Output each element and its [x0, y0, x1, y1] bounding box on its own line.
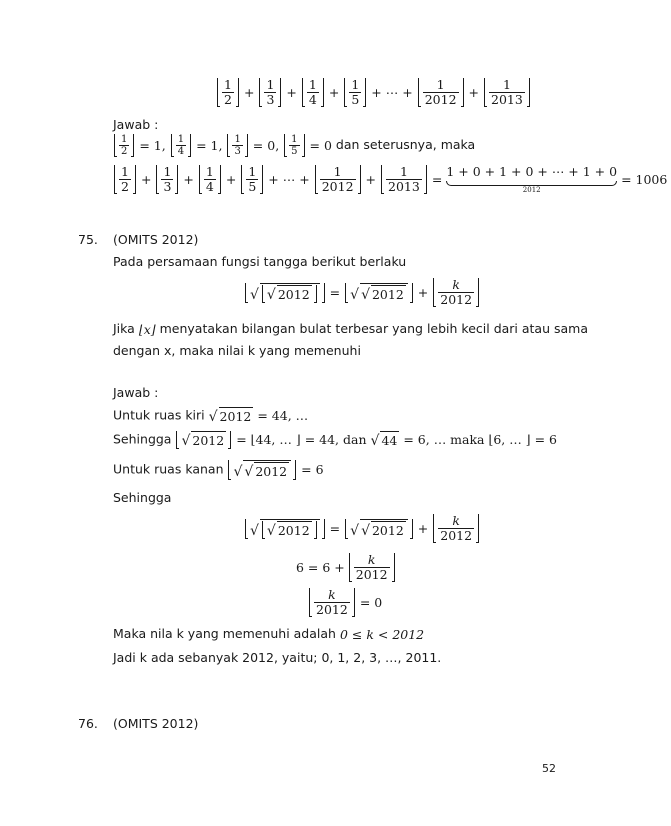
problem75-maka: Maka nila k yang memenuhi adalah 0 ≤ k < 2012 — [113, 626, 425, 642]
underbrace: 1 + 0 + 1 + 0 + ⋯ + 1 + 0 2012 — [446, 164, 618, 194]
problem74-expression: 1 2 + 1 3 + 1 4 + 1 5 + ⋯ + 1 2012 + 1 2013 — [216, 78, 531, 107]
problem75-equation: √ √ 2012 = √ √ 2012 + k 2012 — [244, 278, 480, 307]
problem74-floor-values: 1 2 = 1, 1 4 = 1, 1 3 = 0, 1 5 = 0 dan seterusnya, maka — [113, 134, 475, 157]
problem75-jawab: Jawab : — [113, 385, 159, 400]
problem75-jadi: Jadi k ada sebanyak 2012, yaitu; 0, 1, 2, 3, …, 2011. — [113, 650, 442, 665]
problem74-sum: 1 2 + 1 3 + 1 4 + 1 5 + ⋯ + 1 2012 + 1 2013 = 1 + 0 + 1 + 0 + ⋯ + 1 + 0 2012 = 1006 — [113, 164, 671, 195]
problem75-equation-3: 6 = 6 + k 2012 — [296, 553, 396, 582]
problem76-number: 76. — [78, 716, 98, 731]
problem76-source: (OMITS 2012) — [113, 716, 199, 731]
problem75-equation-2: √ √ 2012 = √ √ 2012 + k 2012 — [244, 514, 480, 543]
page-number: 52 — [542, 762, 556, 775]
problem75-equation-4: k 2012 = 0 — [308, 588, 386, 617]
problem74-jawab: Jawab : — [113, 117, 159, 132]
problem75-ruas-kiri: Untuk ruas kiri √ 2012 = 44, … — [113, 407, 309, 425]
problem75-sehingga-2: Sehingga — [113, 490, 172, 505]
problem75-sehingga-1: Sehingga √ 2012 = ⌊44, … ⌋ = 44, dan √ 44 = 6, … maka ⌊6, … ⌋ = 6 — [113, 431, 557, 449]
problem75-number: 75. — [78, 232, 98, 247]
problem75-intro: Pada persamaan fungsi tangga berikut berlaku — [113, 254, 407, 269]
problem75-source: (OMITS 2012) — [113, 232, 199, 247]
problem75-definition: Jika ⌊x⌋ menyatakan bilangan bulat terbesar yang lebih kecil dari atau sama — [113, 321, 589, 337]
problem75-ruas-kanan: Untuk ruas kanan √ √ 2012 = 6 — [113, 461, 324, 480]
problem75-definition-line2: dengan x, maka nilai k yang memenuhi — [113, 343, 361, 358]
